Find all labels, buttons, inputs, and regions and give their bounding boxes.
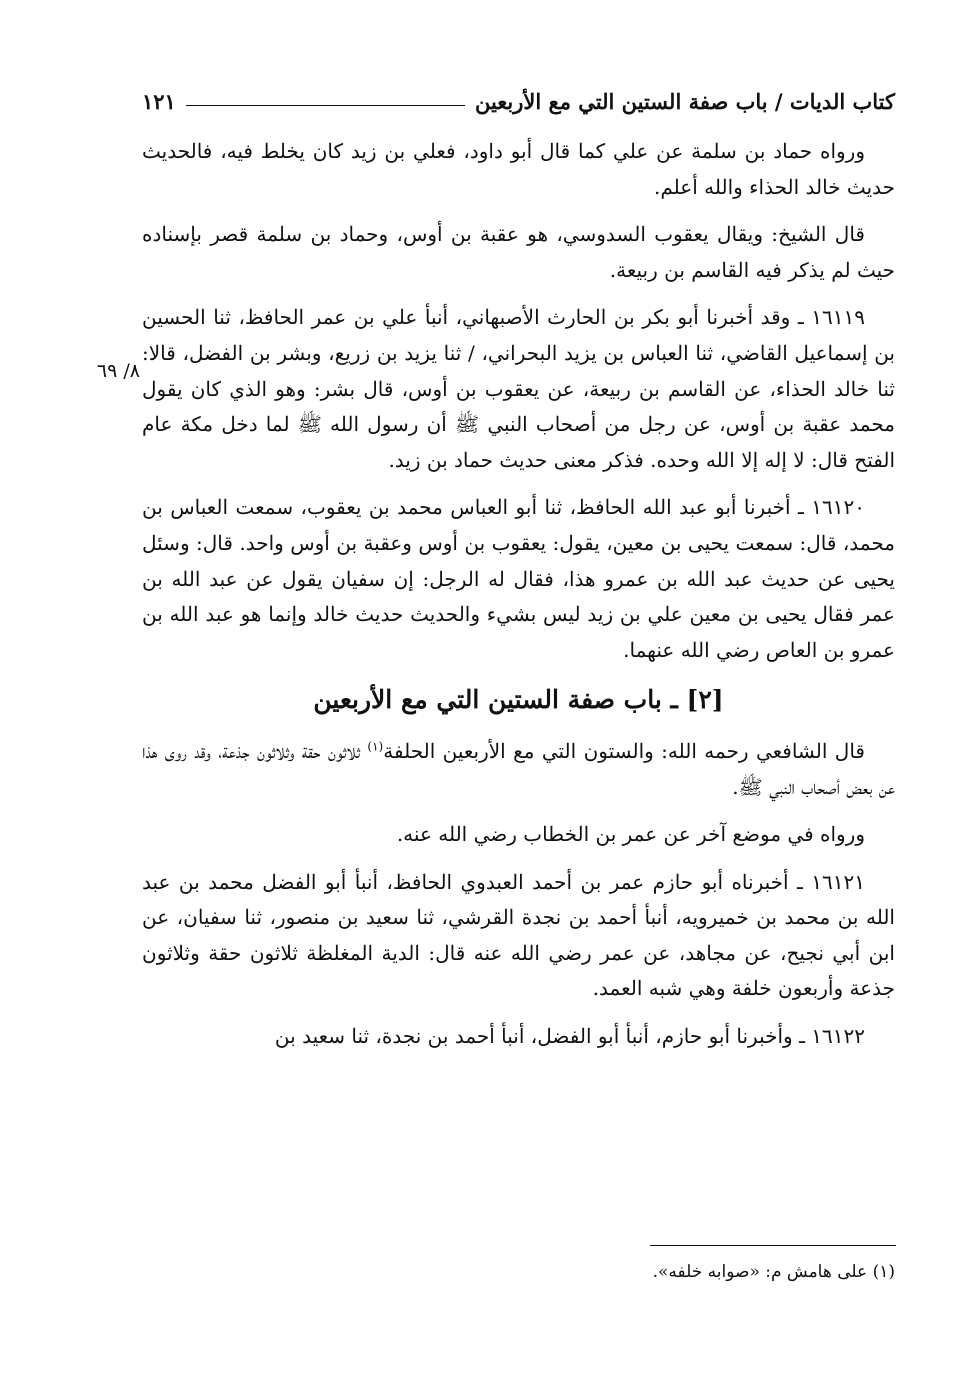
- running-title: كتاب الديات / باب صفة الستين التي مع الأربعين: [474, 88, 895, 114]
- body-text: [142, 134, 895, 1067]
- chapter-title: [٢] ـ باب صفة الستين التي مع الأربعين: [313, 685, 724, 715]
- paragraph-shafii: [142, 734, 895, 805]
- paragraph-text: قال الشافعي رحمه الله: والستون التي مع الأربعين الحلفة: [383, 738, 865, 763]
- hadith-16122: ١٦١٢٢ ـ وأخبرنا أبو حازم، أنبأ أبو الفضل، أنبأ أحمد بن نجدة، ثنا سعيد بن: [274, 1024, 865, 1049]
- hadith-16121: ١٦١٢١ ـ أخبرناه أبو حازم عمر بن أحمد العبدوي الحافظ، أنبأ أبو الفضل محمد بن عبد الله بن محمد بن خميرويه، أنبأ أحمد بن نجدة القرشي، ثنا سعيد بن منصور، ثنا سفيان، عن ابن أبي نجيح، عن مجاهد، عن عمر رضي الله عنه قال: الدية المغلظة ثلاثون حقة وثلاثون جذعة وأربعون خلفة وهي شبه العمد.: [142, 869, 895, 1001]
- page-number: ١٢١: [142, 88, 176, 114]
- header-rule: [186, 105, 465, 106]
- paragraph: ورواه حماد بن سلمة عن علي كما قال أبو داود، فعلي بن زيد كان يخلط فيه، فالحديث حديث خالد الحذاء والله أعلم.: [142, 139, 895, 199]
- paragraph-text: ثلاثون حقة وثلاثون جذعة، وقد روى هذا عن بعض أصحاب النبي ﷺ.: [142, 738, 895, 799]
- running-header: [142, 84, 895, 118]
- margin-reference: ٨/ ٦٩: [96, 360, 140, 382]
- footnote-rule: [650, 1245, 896, 1246]
- hadith-16120: ١٦١٢٠ ـ أخبرنا أبو عبد الله الحافظ، ثنا أبو العباس محمد بن يعقوب، سمعت العباس بن محمد، قال: سمعت يحيى بن معين، يقول: يعقوب بن أوس وعقبة بن أوس واحد. قال: وسئل يحيى عن حديث عبد الله بن عمرو هذا، فقال له الرجل: إن سفيان يقول عن عبد الله بن عمر فقال يحيى بن معين علي بن زيد ليس بشيء والحديث حديث خالد وإنما هو عبد الله بن عمرو بن العاص رضي الله عنهما.: [142, 495, 895, 662]
- paragraph: ورواه في موضع آخر عن عمر بن الخطاب رضي الله عنه.: [396, 822, 865, 847]
- footnote-marker: (١): [367, 739, 384, 754]
- footnote: (١) على هامش م: «صوابه خلفه».: [652, 1262, 895, 1282]
- hadith-16119: ١٦١١٩ ـ وقد أخبرنا أبو بكر بن الحارث الأصبهاني، أنبأ علي بن عمر الحافظ، ثنا الحسين بن إسماعيل القاضي، ثنا العباس بن يزيد البحراني، / ثنا يزيد بن زريع، وبشر بن الفضل، قالا: ثنا خالد الحذاء، عن القاسم بن ربيعة، عن يعقوب بن أوس، قال بشر: وهو الذي كان يقول محمد عقبة بن أوس، عن رجل من أصحاب النبي ﷺ أن رسول الله ﷺ لما دخل مكة عام الفتح قال: لا إله إلا الله وحده. فذكر معنى حديث حماد بن زيد.: [142, 305, 895, 472]
- paragraph: قال الشيخ: ويقال يعقوب السدوسي، هو عقبة بن أوس، وحماد بن سلمة قصر بإسناده حيث لم يذكر فيه القاسم بن ربيعة.: [142, 222, 895, 282]
